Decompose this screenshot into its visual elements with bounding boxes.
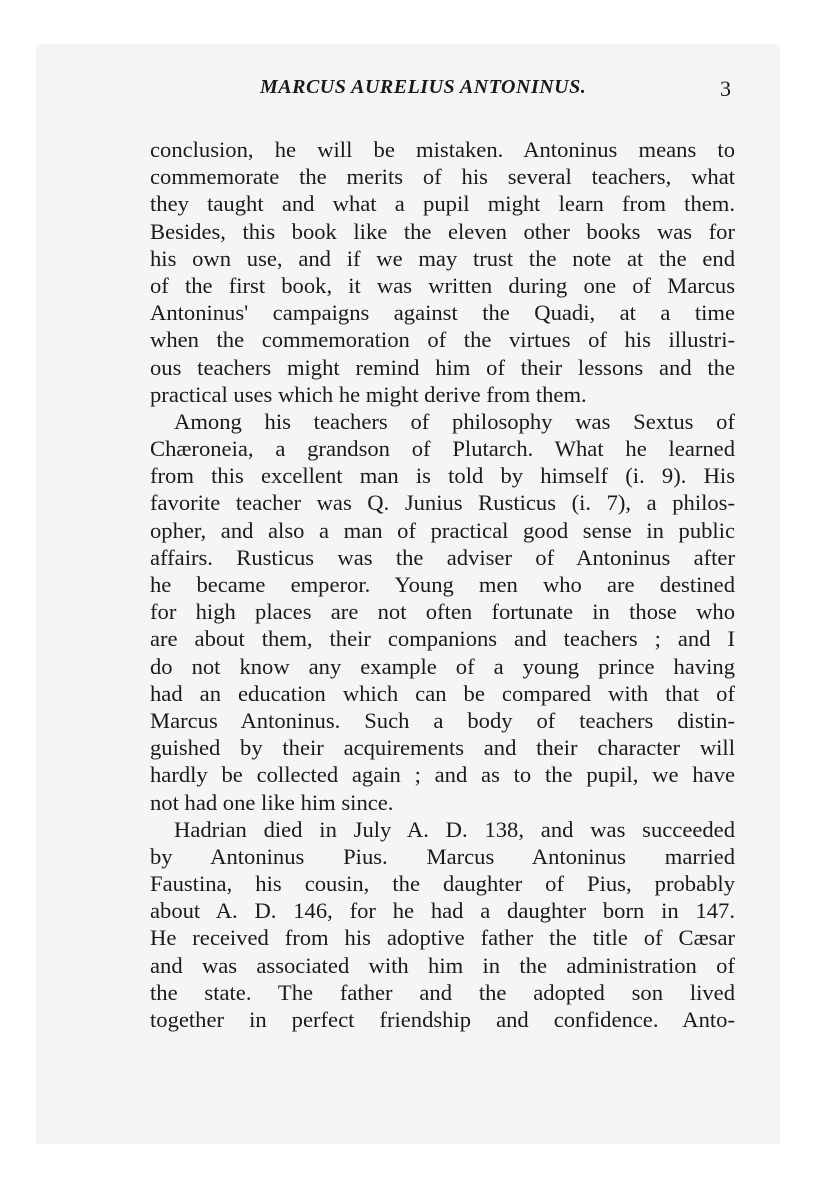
paragraph-1 <box>150 136 735 408</box>
text-line: of the first book, it was written during one of Marcus <box>150 272 735 298</box>
text-line: together in perfect friendship and confidence. Anto- <box>150 1007 735 1032</box>
text-line: he became emperor. Young men who are destined <box>150 572 735 597</box>
text-line: Besides, this book like the eleven other books was for <box>150 218 735 244</box>
text-line: guished by their acquirements and their character will <box>150 735 735 761</box>
text-line: had an education which can be compared with that of <box>150 680 735 706</box>
text-line: from this excellent man is told by himself (i. 9). His <box>150 463 735 489</box>
text-line: Marcus Antoninus. Such a body of teachers distin- <box>150 707 735 733</box>
text-line: not had one like him since. <box>150 789 394 815</box>
text-line: He received from his adoptive father the title of Cæsar <box>150 925 735 951</box>
running-head <box>150 72 735 112</box>
text-line: practical uses which he might derive from them. <box>150 381 587 407</box>
text-line: about A. D. 146, for he had a daughter born in 147. <box>150 898 735 924</box>
running-title: MARCUS AURELIUS ANTONINUS. <box>260 76 587 98</box>
text-line: for high places are not often fortunate in those who <box>150 599 735 625</box>
text-line: hardly be collected again ; and as to the pupil, we have <box>150 762 735 788</box>
page-number: 3 <box>720 76 731 101</box>
text-line: are about them, their companions and teachers ; and I <box>150 626 735 652</box>
text-line: they taught and what a pupil might learn from them. <box>150 191 735 217</box>
text-line: commemorate the merits of his several teachers, what <box>150 164 735 190</box>
text-line: Faustina, his cousin, the daughter of Pius, probably <box>150 871 735 897</box>
text-line: the state. The father and the adopted son lived <box>150 979 735 1005</box>
text-line: his own use, and if we may trust the note at the end <box>150 245 735 271</box>
text-line: affairs. Rusticus was the adviser of Antoninus after <box>150 544 735 570</box>
paragraph-2 <box>150 408 735 816</box>
text-line: Hadrian died in July A. D. 138, and was succeeded <box>174 816 735 842</box>
body-text <box>150 136 735 1033</box>
text-line: favorite teacher was Q. Junius Rusticus (i. 7), a philos- <box>150 490 735 516</box>
text-line: when the commemoration of the virtues of his illustri- <box>150 327 735 353</box>
book-page <box>150 72 735 1033</box>
text-line: Among his teachers of philosophy was Sextus of <box>174 408 735 434</box>
text-line: ous teachers might remind him of their lessons and the <box>150 354 735 380</box>
text-line: do not know any example of a young prince having <box>150 653 735 679</box>
text-line: Antoninus' campaigns against the Quadi, at a time <box>150 300 735 326</box>
paragraph-3 <box>150 816 735 1034</box>
text-line: and was associated with him in the administration of <box>150 952 735 978</box>
text-line: Chæroneia, a grandson of Plutarch. What he learned <box>150 436 735 462</box>
text-line: conclusion, he will be mistaken. Antoninus means to <box>150 137 735 162</box>
text-line: by Antoninus Pius. Marcus Antoninus married <box>150 843 735 869</box>
text-line: opher, and also a man of practical good sense in public <box>150 517 735 543</box>
